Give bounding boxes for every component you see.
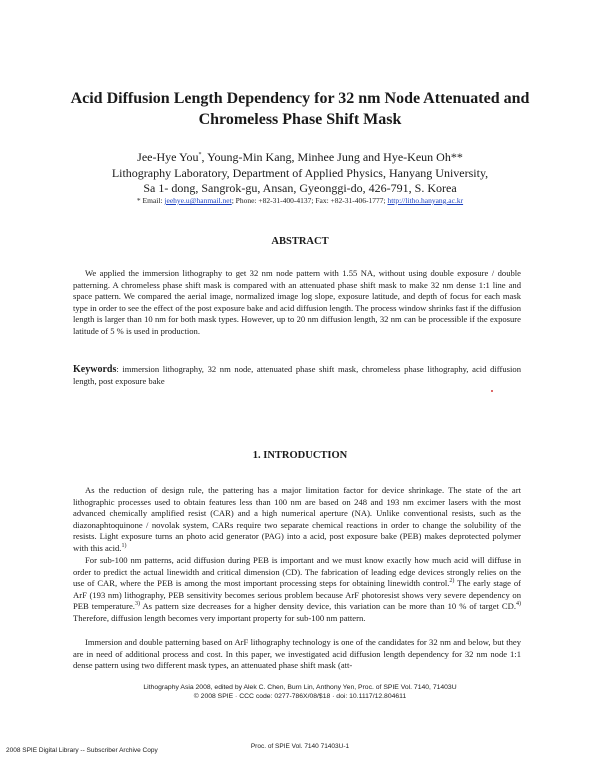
page-reference: Proc. of SPIE Vol. 7140 71403U-1 <box>250 743 350 750</box>
title-line-2: Chromeless Phase Shift Mask <box>198 111 402 128</box>
abstract-heading: ABSTRACT <box>271 236 329 247</box>
intro-paragraph-2 <box>73 555 521 625</box>
paper-title <box>40 88 560 130</box>
footer-line-1: Lithography Asia 2008, edited by Alek C. Chen, Burn Lin, Anthony Yen, Proc. of SPIE Vol. 7140, 71403U <box>143 684 457 691</box>
author-list <box>40 150 560 165</box>
affiliation-line-2: Sa 1- dong, Sangrok-gu, Ansan, Gyeonggi-do, 426-791, S. Korea <box>143 181 457 195</box>
intro-p2-text-a: For sub-100 nm patterns, acid diffusion during PEB is important and we must know exactly how much acid will diffuse in order to predict the actual linewidth and critical dimension (CD). The fabrication of leading edge devices strongly relies on the use of CAR, where the PEB is among the most important processing steps for obtaining linewidth control. <box>73 555 521 589</box>
keywords-label: Keywords <box>73 364 117 375</box>
phone-fax: ; Phone: +82-31-400-4137; Fax: +82-31-406-1777; <box>231 196 388 205</box>
intro-p2-ref-1: 2) <box>449 578 455 585</box>
intro-paragraph-3: Immersion and double patterning based on ArF lithography technology is one of the candidates for 32 nm and below, but they are in need of additional process and cost. In this paper, we investigated acid diffusion length dependency for 32 nm node 1:1 dense pattern using two different mask types, an attenuated phase shift mask (att- <box>73 637 521 671</box>
author-rest: , Young-Min Kang, Minhee Jung and Hye-Keun Oh** <box>201 150 463 164</box>
intro-p1-text: As the reduction of design rule, the pattering has a major limitation factor for device shrinkage. The state of the art lithographic processes used to obtain features less than 100 nm are based on 248 and 193 nm excimer lasers with the most advanced chemically amplified resist (CAR) and a high numerical aperture (NA). Unlike conventional resists, such as the diazonaphtoquinone / novolak system, CARs require two separate chemical reactions in order to change the solubility of the resists. Light exposure turns an photo acid generator (PAG) into a acid, post exposure bake (PEB) makes deprotected polymer with this acid. <box>73 485 521 553</box>
intro-paragraph-1 <box>73 485 521 555</box>
affiliation-line-1: Lithography Laboratory, Department of Applied Physics, Hanyang University, <box>111 166 489 180</box>
intro-p2-ref-3: 4) <box>516 601 521 608</box>
contact-info <box>40 196 560 206</box>
email-prefix: * Email: <box>136 196 165 205</box>
author-first-mark: * <box>198 152 202 158</box>
intro-heading: 1. INTRODUCTION <box>252 450 348 461</box>
intro-p2-text-c: As pattern size decreases for a higher density device, this variation can be more than 10 % of target CD. <box>139 601 516 612</box>
intro-p2-text-d: Therefore, diffusion length becomes very important property for sub-100 nm pattern. <box>73 612 366 623</box>
footer-citation <box>40 684 560 701</box>
keywords-text: : immersion lithography, 32 nm node, attenuated phase shift mask, chromeless phase lithography, acid diffusion length, post exposure bake <box>73 364 521 386</box>
download-note: 2008 SPIE Digital Library -- Subscriber Archive Copy <box>6 747 158 754</box>
keywords <box>73 364 521 387</box>
abstract-text: We applied the immersion lithography to get 32 nm node pattern with 1.55 NA, without using double exposure / double patterning. A chromeless phase shift mask is compared with an attenuated phase shift mask to make 32 nm dense 1:1 line and space pattern. We compared the aerial image, normalized image log slope, exposure latitude, and depth of focus for each mask type in order to see the effect of the post exposure bake and acid diffusion length. The process window shrinks fast if the diffusion length is larger than 10 nm for both mask types. However, up to 20 nm diffusion length, 32 nm can be processible if the exposure latitude of 5 % is used in production. <box>73 268 521 336</box>
footer-line-2: © 2008 SPIE · CCC code: 0277-786X/08/$18 · doi: 10.1117/12.804611 <box>193 692 407 700</box>
email-link[interactable]: jeehye.u@hanmail.net <box>164 196 232 205</box>
website-link[interactable]: http://litho.hanyang.ac.kr <box>387 196 464 205</box>
red-mark <box>491 390 493 392</box>
intro-p2-text-b: The early stage of ArF (193 nm) lithography, PEB sensitivity becomes serious problem because ArF photoresist shows very severe dependency on PEB temperature. <box>73 578 521 612</box>
intro-p2-ref-2: 3) <box>134 601 140 608</box>
author-first: Jee-Hye You <box>137 150 199 164</box>
title-line-1: Acid Diffusion Length Dependency for 32 nm Node Attenuated and <box>70 90 530 107</box>
intro-p1-ref: 1) <box>121 543 127 550</box>
